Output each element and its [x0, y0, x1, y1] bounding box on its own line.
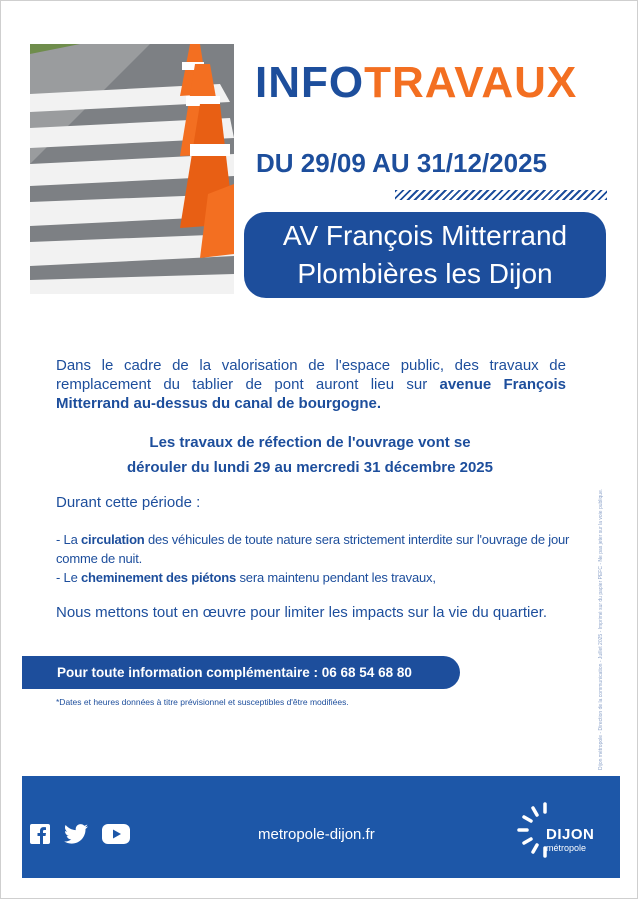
header-photo	[30, 44, 234, 294]
facebook-icon[interactable]	[30, 824, 50, 849]
page-title	[255, 58, 615, 108]
logo-name: DIJON	[546, 826, 595, 843]
intro-text: Dans le cadre de la valorisation de l'espace public, des travaux de remplacement du tablier de pont auront lieu sur	[56, 357, 566, 393]
intro-location: avenue François Mitterrand au-dessus du canal de bourgogne.	[56, 376, 567, 412]
contact-bar: Pour toute information complémentaire : 06 68 54 68 80	[22, 656, 460, 689]
date-range: DU 29/09 AU 31/12/2025	[256, 148, 548, 178]
intro-paragraph	[56, 356, 566, 413]
period-heading: Durant cette période :	[56, 494, 201, 511]
title-info: INFO	[255, 58, 365, 107]
logo-subtitle: métropole	[546, 843, 587, 853]
social-links	[30, 824, 130, 849]
footer-band	[22, 776, 620, 878]
list-item-pedestrians: - Le cheminement des piétons sera maintenu pendant les travaux,	[56, 570, 436, 585]
works-dates-paragraph	[70, 430, 550, 480]
closing-sentence: Nous mettons tout en œuvre pour limiter les impacts sur la vie du quartier.	[56, 604, 548, 621]
decorative-hatch	[395, 190, 607, 200]
location-town: Plombières les Dijon	[297, 258, 553, 289]
works-line-2: dérouler du lundi 29 au mercredi 31 décembre 2025	[127, 459, 493, 476]
website-link[interactable]: metropole-dijon.fr	[258, 826, 375, 843]
list-item-traffic: - La circulation des véhicules de toute nature sera strictement interdite sur l'ouvrage de jour comme de nuit.	[56, 532, 570, 566]
title-travaux: TRAVAUX	[364, 58, 578, 107]
youtube-icon[interactable]	[102, 824, 130, 849]
twitter-icon[interactable]	[64, 824, 88, 849]
location-banner	[244, 212, 606, 298]
location-street: AV François Mitterrand	[282, 220, 568, 251]
print-credit: Dijon métropole - Direction de la communication - Juillet 2025 - Imprimé sur du papier PEFC - Ne pas jeter sur la voie publique.	[598, 488, 604, 770]
impact-list	[56, 530, 576, 587]
dijon-metropole-logo	[512, 798, 608, 868]
disclaimer: *Dates et heures données à titre prévisionnel et susceptibles d'être modifiées.	[56, 697, 349, 707]
works-line-1: Les travaux de réfection de l'ouvrage vont se	[149, 434, 471, 451]
